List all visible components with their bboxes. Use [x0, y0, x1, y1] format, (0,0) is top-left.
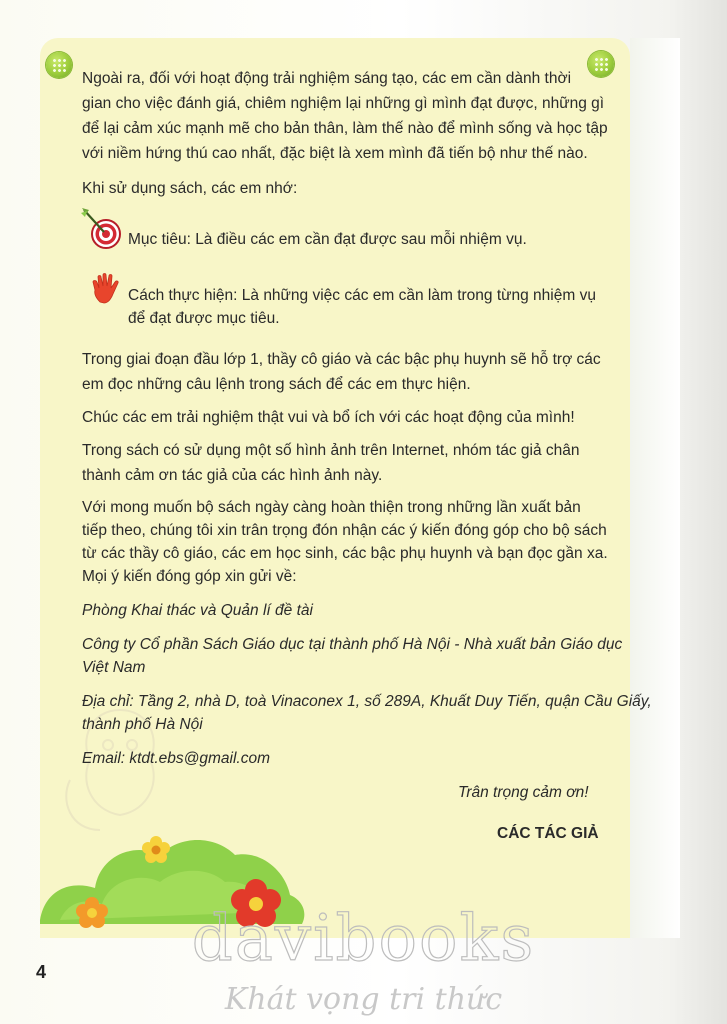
corner-dot-right-icon: [588, 51, 614, 77]
contact-address-line-1: Địa chỉ: Tầng 2, nhà D, toà Vinaconex 1, số 289A, Khuất Duy Tiến, quận Cầu Giấy,: [82, 693, 652, 710]
page-number: 4: [36, 962, 47, 982]
method-legend-line-2: để đạt được mục tiêu.: [128, 310, 280, 327]
contact-company-line-1: Công ty Cổ phần Sách Giáo dục tại thành phố Hà Nội - Nhà xuất bản Giáo dục: [82, 636, 623, 653]
intro-line-1: Ngoài ra, đối với hoạt động trải nghiệm sáng tạo, các em cần dành thời: [82, 70, 572, 87]
corner-dot-left-icon: [46, 52, 72, 78]
intro-line-2: gian cho việc đánh giá, chiêm nghiệm lại những gì mình đạt được, những gì: [82, 95, 605, 112]
method-legend-line-1: Cách thực hiện: Là những việc các em cần làm trong từng nhiệm vụ: [128, 287, 596, 304]
page-edge-shadow: [630, 38, 680, 938]
target-dart-icon: [80, 206, 126, 250]
contact-email: Email: ktdt.ebs@gmail.com: [82, 750, 271, 767]
signature: CÁC TÁC GIẢ: [497, 825, 599, 842]
goal-legend-text: Mục tiêu: Là điều các em cần đạt được sau mỗi nhiệm vụ.: [128, 231, 527, 248]
feedback-line-1: Với mong muốn bộ sách ngày càng hoàn thiện trong những lần xuất bản: [82, 499, 581, 516]
feedback-line-2: tiếp theo, chúng tôi xin trân trọng đón nhận các ý kiến đóng góp cho bộ sách: [82, 522, 607, 539]
feedback-line-4: Mọi ý kiến đóng góp xin gửi về:: [82, 568, 297, 585]
yellow-flower-icon: [142, 836, 170, 863]
watermark-slogan: Khát vọng tri thức: [224, 982, 503, 1017]
red-hand-icon: [90, 272, 124, 306]
thanks-line-1: Trong sách có sử dụng một số hình ảnh trên Internet, nhóm tác giả chân: [82, 442, 580, 459]
support-line-2: em đọc những câu lệnh trong sách để các em thực hiện.: [82, 376, 471, 393]
support-line-1: Trong giai đoạn đầu lớp 1, thầy cô giáo và các bậc phụ huynh sẽ hỗ trợ các: [82, 351, 601, 368]
intro-line-4: với niềm hứng thú cao nhất, đặc biệt là xem mình đã tiến bộ như thế nào.: [82, 145, 588, 162]
reminder-heading: Khi sử dụng sách, các em nhớ:: [82, 180, 298, 197]
contact-company-line-2: Việt Nam: [82, 659, 146, 676]
contact-department: Phòng Khai thác và Quản lí đề tài: [82, 602, 313, 619]
watermark-brand: davibooks: [191, 902, 536, 976]
feedback-line-3: từ các thầy cô giáo, các em học sinh, các bậc phụ huynh và bạn đọc gần xa.: [82, 545, 608, 562]
thanks-line-2: thành cảm ơn tác giả của các hình ảnh này.: [82, 467, 383, 484]
intro-line-3: để lại cảm xúc mạnh mẽ cho bản thân, làm thế nào để mình sống và học tập: [82, 120, 608, 137]
closing-text: Trân trọng cảm ơn!: [458, 784, 589, 801]
wish-paragraph: Chúc các em trải nghiệm thật vui và bổ ích với các hoạt động của mình!: [82, 409, 575, 426]
contact-address-line-2: thành phố Hà Nội: [82, 716, 203, 733]
